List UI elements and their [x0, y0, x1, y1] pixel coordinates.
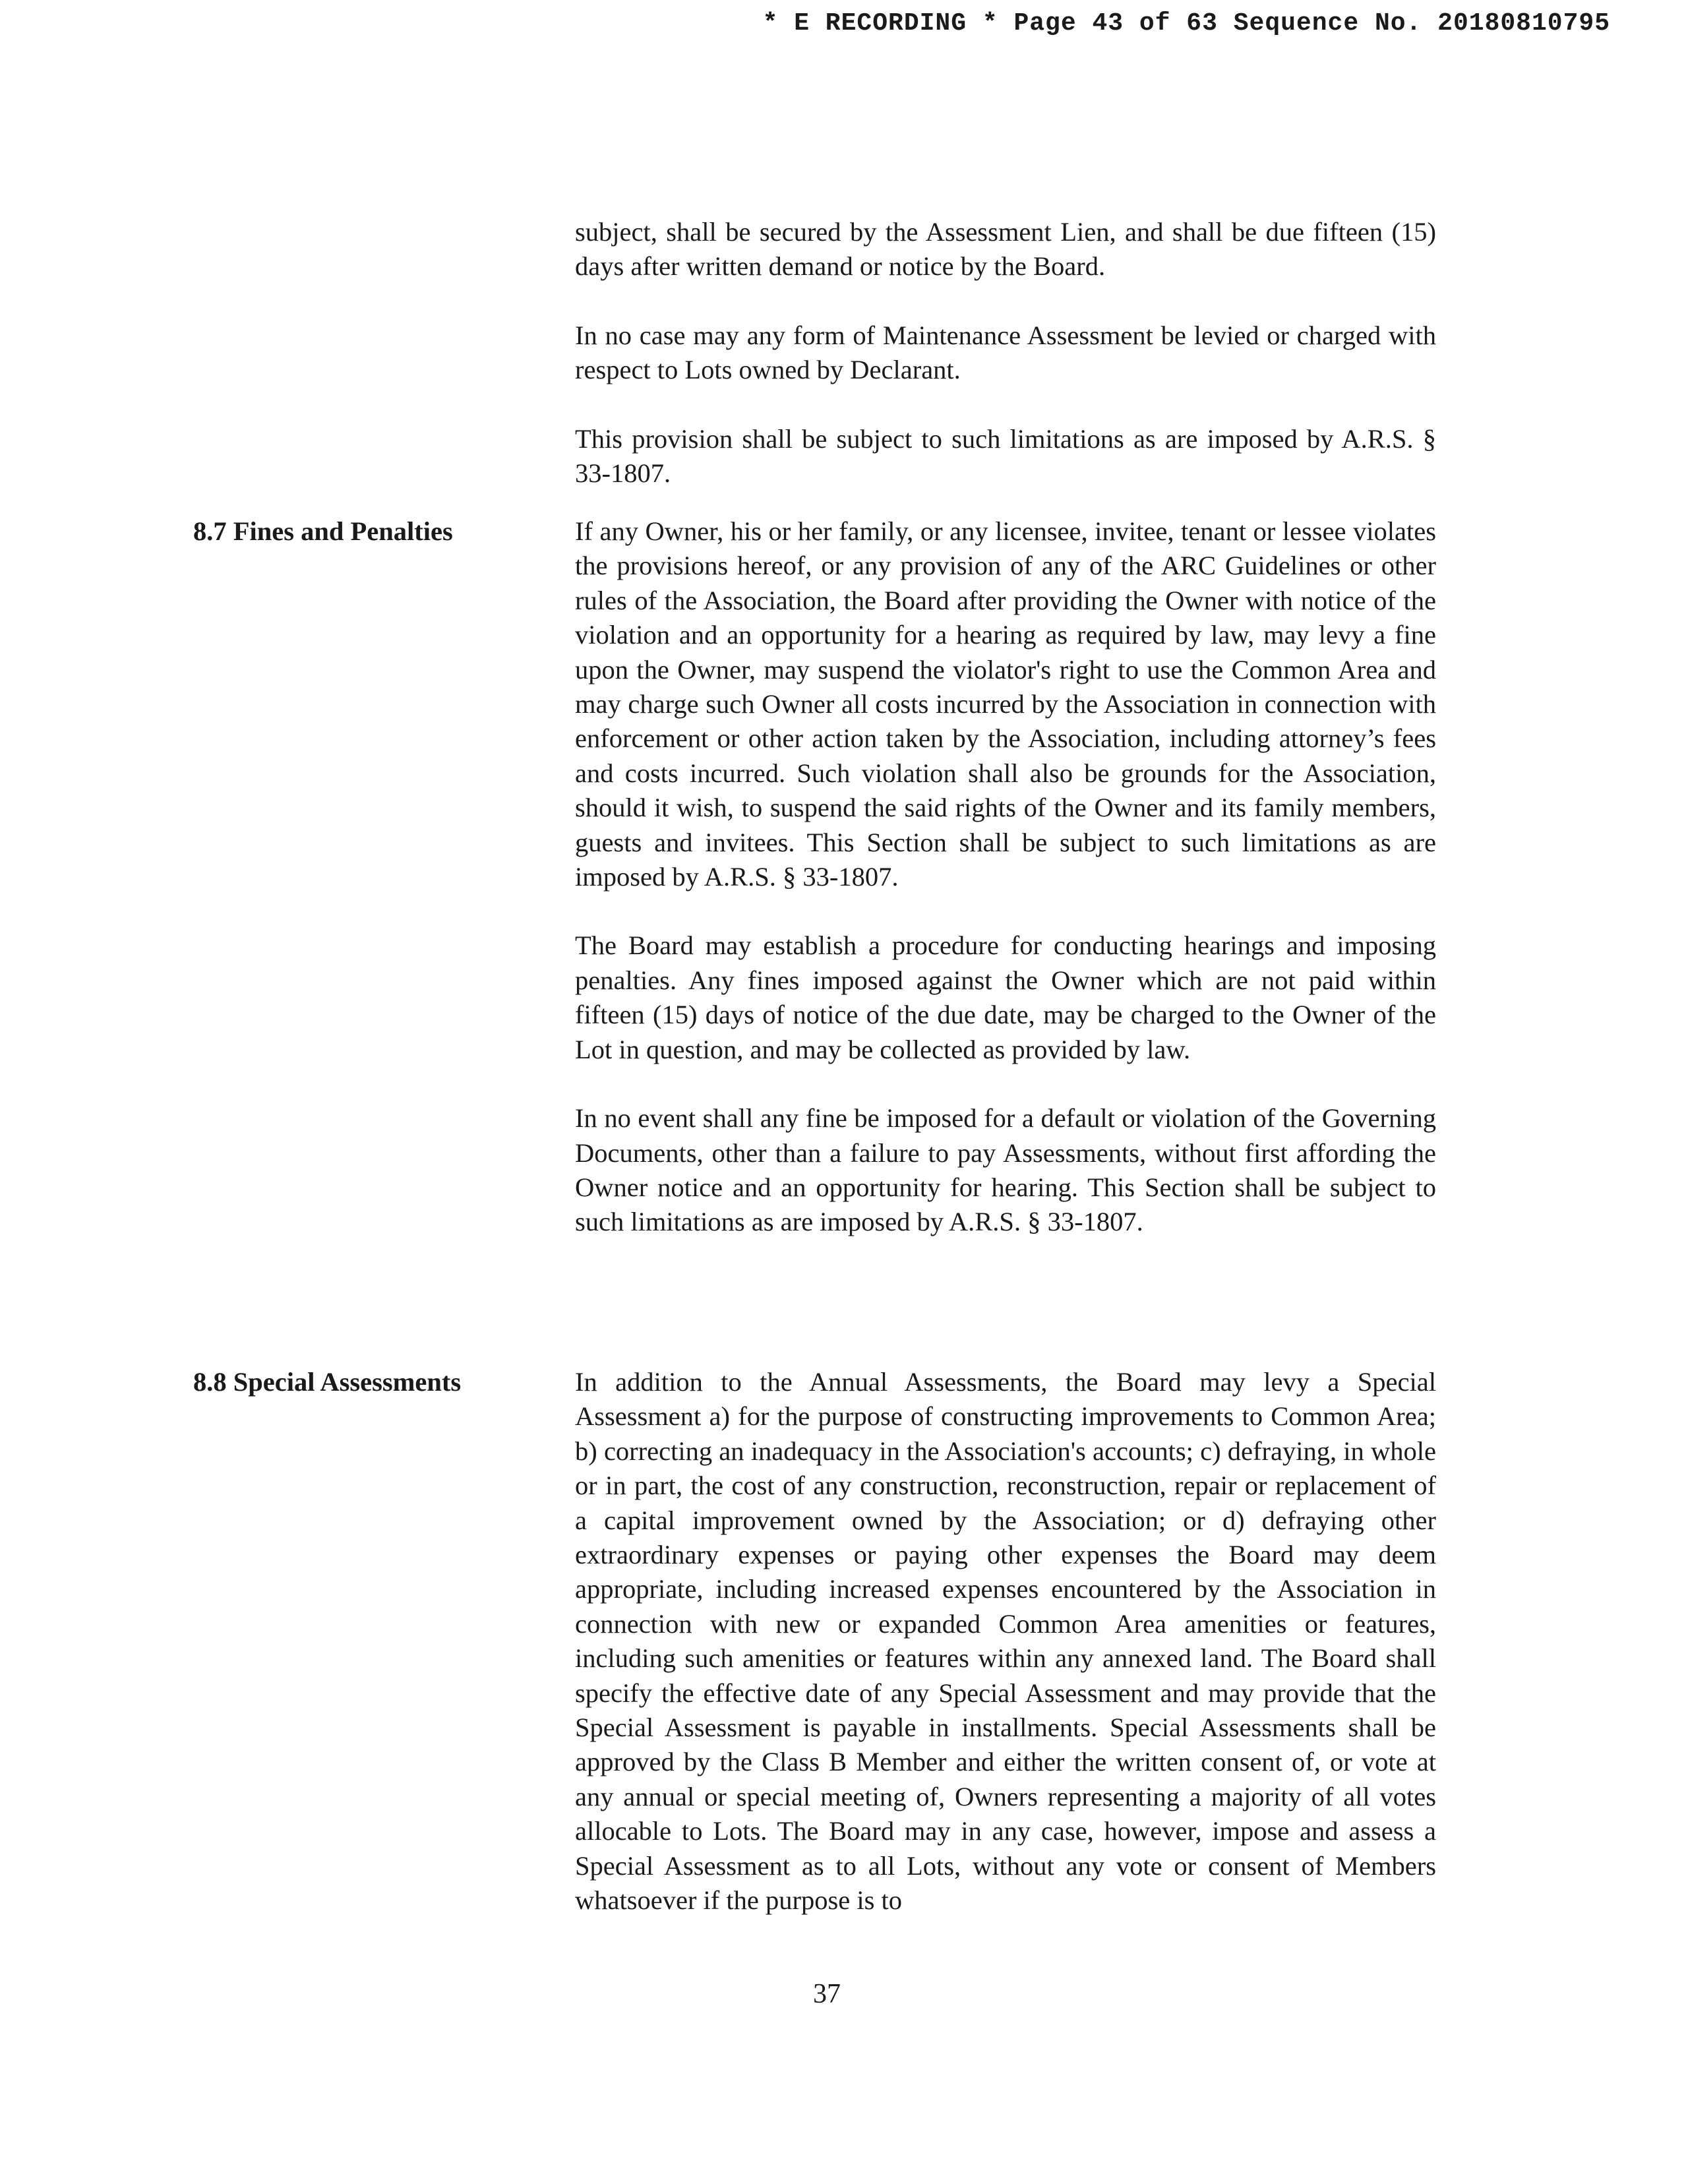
- fines-paragraph-2: The Board may establish a procedure for conducting hearings and imposing penalties. Any fines imposed against the Owner which are not paid within fifteen (15) days of notice of the due date, may be charged to the Owner of the Lot in question, and may be collected as provided by law.: [575, 930, 1436, 1064]
- page-number: 37: [813, 1979, 841, 2009]
- recording-stamp-header: * E RECORDING * Page 43 of 63 Sequence No. 20180810795: [762, 9, 1610, 38]
- continued-paragraph-3: This provision shall be subject to such limitations as are imposed by A.R.S. § 33-1807.: [575, 423, 1436, 489]
- continued-paragraph-1: subject, shall be secured by the Assessment Lien, and shall be due fifteen (15) days after written demand or notice by the Board.: [575, 217, 1436, 282]
- special-assessments-paragraph-1: In addition to the Annual Assessments, the Board may levy a Special Assessment a) for the purpose of constructing improvements to Common Area; b) correcting an inadequacy in the Association's accounts; c) defraying, in whole or in part, the cost of any construction, reconstruction, repair or replacement of a capital improvement owned by the Association; or d) defraying other extraordinary expenses or paying other expenses the Board may deem appropriate, including increased expenses encountered by the Association in connection with new or expanded Common Area amenities or features, including such amenities or features within any annexed land. The Board shall specify the effective date of any Special Assessment and may provide that the Special Assessment is payable in installments. Special Assessments shall be approved by the Class B Member and either the written consent of, or vote at any annual or special meeting of, Owners representing a majority of all votes allocable to Lots. The Board may in any case, however, impose and assess a Special Assessment as to all Lots, without any vote or consent of Members whatsoever if the purpose is to: [575, 1367, 1436, 1916]
- fines-paragraph-1: If any Owner, his or her family, or any licensee, invitee, tenant or lessee violates the provisions hereof, or any provision of any of the ARC Guidelines or other rules of the Association, the Board after providing the Owner with notice of the violation and an opportunity for a hearing as required by law, may levy a fine upon the Owner, may suspend the violator's right to use the Common Area and may charge such Owner all costs incurred by the Association in connection with enforcement or other action taken by the Association, including attorney’s fees and costs incurred. Such violation shall also be grounds for the Association, should it wish, to suspend the said rights of the Owner and its family members, guests and invitees. This Section shall be subject to such limitations as are imposed by A.R.S. § 33-1807.: [575, 516, 1436, 892]
- section-heading-fines-penalties: 8.7 Fines and Penalties: [193, 516, 453, 546]
- section-heading-special-assessments: 8.8 Special Assessments: [193, 1367, 462, 1397]
- fines-paragraph-3: In no event shall any fine be imposed for a default or violation of the Governing Documents, other than a failure to pay Assessments, without first affording the Owner notice and an opportunity for hearing. This Section shall be subject to such limitations as are imposed by A.R.S. § 33-1807.: [575, 1103, 1436, 1237]
- section-8-8-body: [575, 1365, 1436, 1918]
- continued-section-body: [575, 215, 1436, 491]
- section-8-7-body: [575, 514, 1436, 1240]
- continued-paragraph-2: In no case may any form of Maintenance Assessment be levied or charged with respect to Lots owned by Declarant.: [575, 320, 1436, 385]
